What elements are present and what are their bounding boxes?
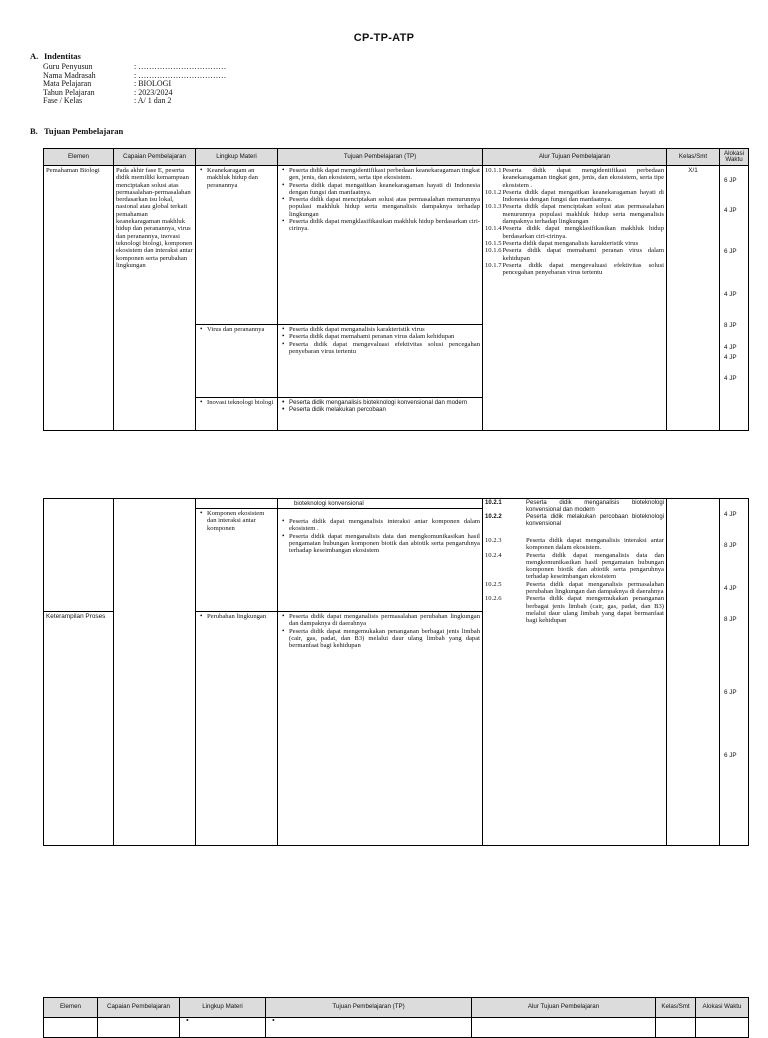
- tp-cell: [278, 612, 483, 846]
- atp-cell: [483, 499, 667, 846]
- elemen-text: Keterampilan Proses: [46, 613, 106, 620]
- identity-block: [43, 63, 226, 106]
- lingkup-cell: [180, 1018, 266, 1038]
- capaian-cell: [114, 166, 196, 431]
- section-a-heading: [30, 51, 81, 61]
- atp-text: Peserta didik dapat memahami peranan virus dalam kehidupan: [502, 247, 664, 262]
- atp-text: Peserta didik dapat menganalisis karakteristik virus: [502, 239, 639, 247]
- atp-number: 10.2.1: [485, 500, 502, 506]
- atp-item: [485, 189, 664, 204]
- lingkup-item: • Komponen ekosistem dan interaksi antar komponen: [207, 510, 275, 532]
- tp-cell: [278, 398, 483, 431]
- atp-text: Peserta didik dapat mengklasifikasikan makhluk hidup berdasarkan ciri-cirinya.: [502, 225, 664, 240]
- identity-value: : A/ 1 dan 2: [134, 96, 172, 106]
- atp-item: [485, 552, 664, 581]
- lingkup-item: • Virus dan peranannya: [207, 326, 275, 333]
- atp-number: 10.2.3: [485, 537, 502, 544]
- tp-cell: [278, 509, 483, 612]
- atp-text: Peserta didik melakukan percobaan bioteknologi konvensional: [526, 514, 664, 527]
- tp-item: • Peserta didik dapat memahami peranan virus dalam kehidupan: [289, 333, 480, 340]
- identity-key: Guru Penyusun: [43, 62, 93, 71]
- header-capaian: Capaian Pembelajaran: [98, 998, 180, 1018]
- atp-item: [485, 514, 664, 528]
- section-a-label: Indentitas: [44, 51, 81, 61]
- tp-table-2: [43, 498, 749, 846]
- table-row: [44, 166, 749, 325]
- jp-value: 8 JP: [724, 542, 737, 549]
- section-b-label: Tujuan Pembelajaran: [44, 126, 124, 136]
- header-capaian: Capaian Pembelajaran: [114, 149, 196, 166]
- tp-table-1: [43, 148, 749, 431]
- header-elemen: Elemen: [44, 149, 114, 166]
- jp-value: 4 JP: [724, 291, 737, 298]
- table-row: [44, 499, 749, 509]
- tp-cell: [278, 166, 483, 325]
- kelas-text: X/1: [688, 167, 698, 174]
- atp-number: 10.1.7: [485, 261, 502, 269]
- identity-value: : ……………………………: [134, 70, 227, 80]
- atp-item: [485, 537, 664, 552]
- header-alokasi: Alokasi Waktu: [720, 149, 749, 166]
- alokasi-cell: [696, 1018, 749, 1038]
- capaian-text: Pada akhir fase E, peserta didik memiliki kemampuan menciptakan solusi atas permasalahan-permasalahan berdasarkan isu lokal, nasional atau global terkait pemahaman keanekaragaman makhluk hidup dan peranannya, virus dan peranannya, inovasi teknologi biologi, komponen ekosistem dan interaksi antar komponen serta perubahan lingkungan: [116, 167, 193, 269]
- identity-row: [43, 97, 226, 106]
- capaian-cell: [98, 1018, 180, 1038]
- table-header-row: [44, 998, 749, 1018]
- atp-cell: [483, 166, 667, 431]
- atp-text: Peserta didik dapat menciptakan solusi atas permasalahan menurunnya populasi makhluk hidup serta menganalisis dampaknya terhadap lingkungan: [502, 203, 664, 226]
- jp-value: 6 JP: [724, 177, 737, 184]
- lingkup-cell: [196, 166, 278, 325]
- tp-item: • Peserta didik dapat mengidentifikasi perbedaan keanekaragaman tingkat gen, jenis, dan ekosistem, serta tipe ekosistem.: [289, 167, 480, 182]
- tp-cell: [266, 1018, 472, 1038]
- jp-value: 8 JP: [724, 322, 737, 329]
- section-b-heading: [30, 126, 123, 136]
- identity-key: Mata Pelajaran: [43, 79, 92, 89]
- lingkup-cell: [196, 612, 278, 846]
- identity-value: : 2023/2024: [134, 87, 173, 97]
- capaian-cell: [114, 499, 196, 846]
- page-title: CP-TP-ATP: [353, 32, 415, 44]
- header-atp: Alur Tujuan Pembelajaran: [472, 998, 656, 1018]
- table-row: [44, 1018, 749, 1038]
- section-b-number: B.: [30, 126, 38, 136]
- jp-value: 4 JP: [724, 354, 737, 361]
- header-alokasi: Alokasi Waktu: [696, 998, 749, 1018]
- atp-text: Peserta didik menganalisis bioteknologi konvensional dan modern: [526, 500, 664, 513]
- atp-number: 10.2.6: [485, 595, 502, 603]
- tp-item: • Peserta didik dapat menganalisis karakteristik virus: [289, 326, 480, 333]
- jp-value: 8 JP: [724, 616, 737, 623]
- atp-number: 10.2.2: [485, 514, 502, 520]
- atp-number: 10.1.5: [485, 239, 502, 247]
- header-tp: Tujuan Pembelajaran (TP): [266, 998, 472, 1018]
- atp-text: Peserta didik dapat mengemukakan penanganan berbagai jenis limbah (cair, gas, padat, dan B3) melalui daur ulang limbah yang dapat bermanfaat bagi kehidupan: [526, 595, 664, 625]
- atp-item: [485, 581, 664, 596]
- header-atp: Alur Tujuan Pembelajaran: [483, 149, 667, 166]
- header-kelas: Kelas/Smt: [667, 149, 720, 166]
- header-kelas: Kelas/Smt: [656, 998, 696, 1018]
- atp-number: 10.1.1: [485, 167, 502, 174]
- atp-item: [485, 262, 664, 277]
- atp-item: [485, 203, 664, 225]
- tp-table-3: [43, 997, 749, 1038]
- tp-continued-text: bioteknologi konvensional: [294, 500, 364, 507]
- atp-text: Peserta didik dapat menganalisis permasalahan perubahan lingkungan dan dampaknya di daerahnya: [526, 580, 664, 596]
- elemen-cell: [44, 166, 114, 431]
- atp-number: 10.2.5: [485, 580, 502, 588]
- atp-cell: [472, 1018, 656, 1038]
- kelas-cell: [667, 166, 720, 431]
- elemen-cell: [44, 499, 114, 612]
- atp-number: 10.1.4: [485, 225, 502, 233]
- kelas-cell: [667, 499, 720, 846]
- atp-item: [485, 247, 664, 262]
- jp-value: 4 JP: [724, 375, 737, 382]
- kelas-cell: [656, 1018, 696, 1038]
- identity-value: : BIOLOGI: [134, 79, 172, 89]
- atp-item: [485, 240, 664, 247]
- atp-item: [485, 225, 664, 240]
- alokasi-cell: [720, 166, 749, 431]
- tp-item: • Peserta didik dapat menganalisis interaksi antar komponen dalam ekosistem .: [289, 518, 480, 533]
- identity-key: Tahun Pelajaran: [43, 87, 95, 97]
- alokasi-cell: [720, 499, 749, 846]
- elemen-cell: [44, 612, 114, 846]
- header-tp: Tujuan Pembelajaran (TP): [278, 149, 483, 166]
- atp-number: 10.1.2: [485, 188, 502, 196]
- tp-cell: [278, 499, 483, 509]
- identity-value: : ……………………………: [134, 62, 227, 71]
- tp-item: • Peserta didik dapat mengemukakan penanganan berbagai jenis limbah (cair, gas, padat, dan B3) melalui daur ulang limbah yang dapat bermanfaat bagi kehidupan: [289, 628, 480, 650]
- lingkup-item: • Perubahan lingkungan: [207, 613, 275, 620]
- jp-value: 4 JP: [724, 207, 737, 214]
- atp-number: 10.1.3: [485, 203, 502, 211]
- lingkup-item: • Inovasi teknologi biologi: [207, 399, 275, 406]
- identity-key: Nama Madrasah: [43, 70, 96, 80]
- lingkup-item: • Keanekaragam an makhluk hidup dan peranannya: [207, 167, 275, 189]
- tp-item: • Peserta didik dapat mengklasifikasikan makhluk hidup berdasarkan ciri-cirinya.: [289, 218, 480, 233]
- atp-text: Peserta didik dapat menganalisis interaksi antar komponen dalam ekosistem.: [526, 537, 664, 552]
- bullet-mark: •: [186, 1017, 189, 1025]
- elemen-text: Pemahaman Biologi: [46, 167, 100, 174]
- lingkup-cell: [196, 398, 278, 431]
- jp-value: 6 JP: [724, 752, 737, 759]
- jp-value: 6 JP: [724, 248, 737, 255]
- tp-item: • Peserta didik melakukan percobaan: [289, 406, 480, 413]
- lingkup-cell: [196, 499, 278, 509]
- bullet-mark: •: [272, 1017, 275, 1025]
- tp-item: • Peserta didik dapat menganalisis permasalahan perubahan lingkungan dan dampaknya di daerahnya: [289, 613, 480, 628]
- atp-number: 10.2.4: [485, 551, 502, 559]
- table-header-row: [44, 149, 749, 166]
- atp-item: [485, 167, 664, 189]
- lingkup-cell: [196, 509, 278, 612]
- atp-number: 10.1.6: [485, 247, 502, 255]
- tp-item: • Peserta didik dapat mengaitkan keanekaragaman hayati di Indonesia dengan fungsi dan manfaatnya.: [289, 182, 480, 197]
- atp-item: [485, 500, 664, 514]
- atp-text: Peserta didik dapat mengaitkan keanekaragaman hayati di Indonesia dengan fungsi dan manfaatnya.: [502, 188, 664, 204]
- jp-value: 4 JP: [724, 511, 737, 518]
- header-lingkup: Lingkup Materi: [196, 149, 278, 166]
- tp-item: • Peserta didik dapat mengevaluasi efektivitas solusi pencegahan penyebaran virus tertentu: [289, 341, 480, 356]
- atp-item: [485, 595, 664, 624]
- tp-item: • Peserta didik dapat menciptakan solusi atas permasalahan menurunnya populasi makhluk hidup serta menganalisis dampaknya terhadap lingkungan: [289, 196, 480, 218]
- jp-value: 6 JP: [724, 689, 737, 696]
- jp-value: 4 JP: [724, 344, 737, 351]
- atp-text: Peserta didik dapat mengevaluasi efektivitas solusi pencegahan penyebaran virus tertentu: [502, 261, 664, 277]
- header-elemen: Elemen: [44, 998, 98, 1018]
- elemen-cell: [44, 1018, 98, 1038]
- tp-item: • Peserta didik menganalisis bioteknologi konvensional dan modern: [289, 399, 480, 406]
- jp-value: 4 JP: [724, 585, 737, 592]
- section-a-number: A.: [30, 51, 39, 61]
- identity-key: Fase / Kelas: [43, 96, 83, 106]
- atp-text: Peserta didik dapat mengidentifikasi perbedaan keanekaragaman tingkat gen, jenis, dan ekosistem, serta tipe ekosistem .: [502, 167, 664, 189]
- atp-text: Peserta didik dapat menganalisis data dan mengkomunikasikan hasil pengamatan hubungan komponen biotik dan abiotik serta pengaruhnya terhadap keseimbangan ekosistem: [526, 551, 664, 581]
- header-lingkup: Lingkup Materi: [180, 998, 266, 1018]
- lingkup-cell: [196, 325, 278, 398]
- tp-item: • Peserta didik dapat menganalisis data dan mengkomunikasikan hasil pengamatan hubungan komponen biotik dan abiotik serta pengaruhnya terhadap keseimbangan ekosistem: [289, 533, 480, 555]
- tp-cell: [278, 325, 483, 398]
